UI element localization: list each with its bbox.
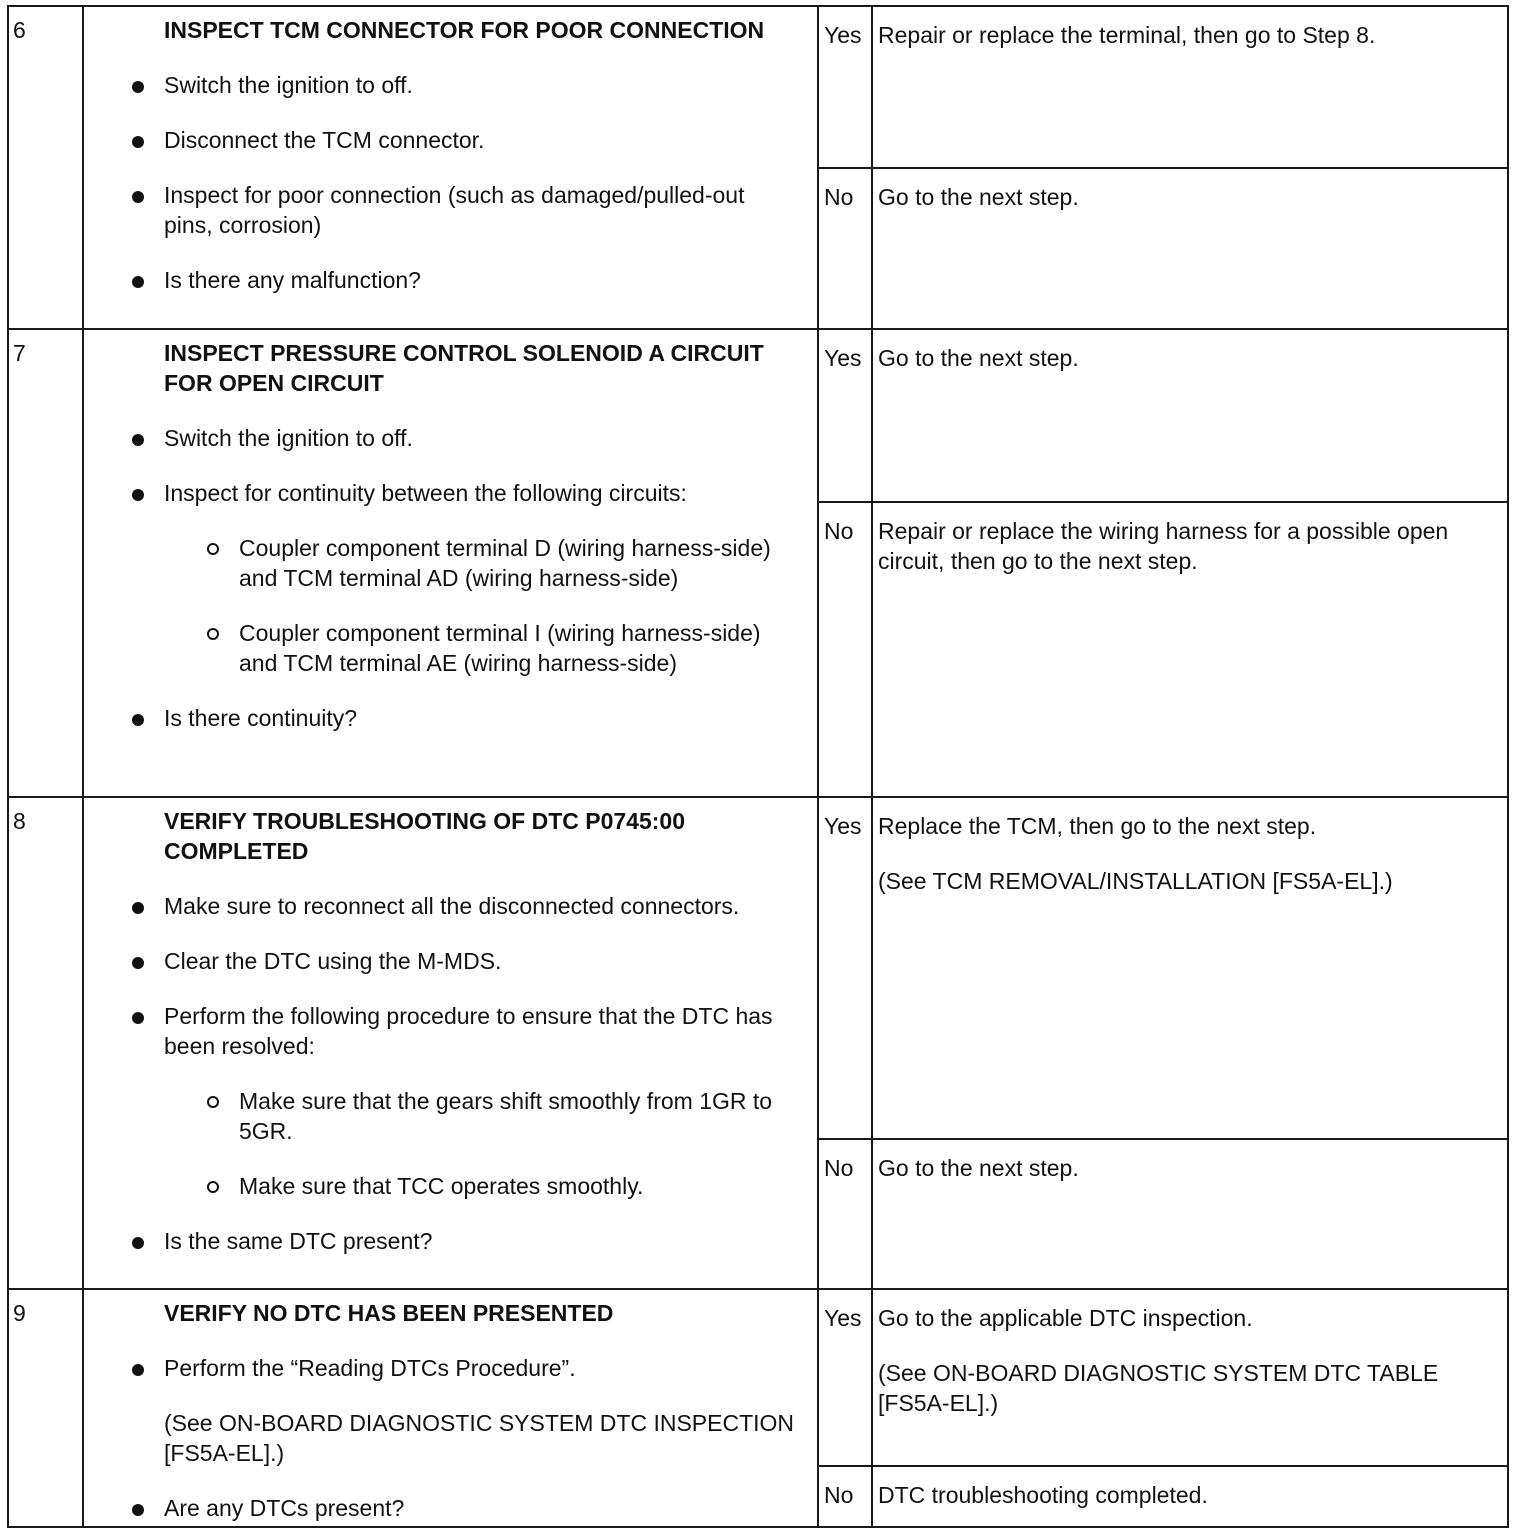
step-bullet: Make sure to reconnect all the disconnected connectors. bbox=[164, 891, 797, 921]
step-bullet: Perform the following procedure to ensure that the DTC has been resolved: bbox=[164, 1001, 797, 1061]
step-number: 6 bbox=[8, 6, 83, 329]
yes-action bbox=[872, 6, 1508, 168]
step-question: Is there any malfunction? bbox=[164, 265, 797, 295]
step-title: VERIFY NO DTC HAS BEEN PRESENTED bbox=[164, 1300, 614, 1326]
step-question: Is the same DTC present? bbox=[164, 1226, 797, 1256]
step-question: Are any DTCs present? bbox=[164, 1493, 797, 1523]
step-content bbox=[83, 329, 818, 797]
step-bullet: Switch the ignition to off. bbox=[164, 70, 797, 100]
step-reference-note: (See ON-BOARD DIAGNOSTIC SYSTEM DTC INSPECTION [FS5A-EL].) bbox=[164, 1410, 795, 1466]
step-sub-bullet: Make sure that TCC operates smoothly. bbox=[239, 1171, 797, 1201]
step-number: 7 bbox=[8, 329, 83, 797]
step-number: 8 bbox=[8, 797, 83, 1289]
no-label: No bbox=[818, 1466, 872, 1527]
yes-label: Yes bbox=[818, 1289, 872, 1466]
no-action bbox=[872, 1139, 1508, 1289]
step-bullet: Perform the “Reading DTCs Procedure”. bbox=[164, 1353, 797, 1383]
step-sub-bullet: Coupler component terminal I (wiring harness-side) and TCM terminal AE (wiring harness-side) bbox=[239, 618, 797, 678]
step-sub-bullet: Make sure that the gears shift smoothly from 1GR to 5GR. bbox=[239, 1086, 797, 1146]
step-content bbox=[83, 6, 818, 329]
yes-label: Yes bbox=[818, 797, 872, 1139]
no-label: No bbox=[818, 502, 872, 797]
no-label: No bbox=[818, 1139, 872, 1289]
yes-reference-note: (See TCM REMOVAL/INSTALLATION [FS5A-EL].) bbox=[878, 868, 1393, 894]
no-label: No bbox=[818, 168, 872, 329]
step-row bbox=[8, 797, 1508, 1139]
yes-label: Yes bbox=[818, 329, 872, 502]
yes-action bbox=[872, 797, 1508, 1139]
yes-action-text: Go to the next step. bbox=[878, 345, 1079, 371]
no-action-text: DTC troubleshooting completed. bbox=[878, 1482, 1208, 1508]
no-action-text: Go to the next step. bbox=[878, 1155, 1079, 1181]
yes-label: Yes bbox=[818, 6, 872, 168]
no-action-text: Repair or replace the wiring harness for a possible open circuit, then go to the next step. bbox=[878, 518, 1449, 574]
step-row bbox=[8, 329, 1508, 502]
step-title: INSPECT TCM CONNECTOR FOR POOR CONNECTION bbox=[164, 17, 765, 43]
step-content bbox=[83, 1289, 818, 1527]
yes-action bbox=[872, 329, 1508, 502]
yes-action-text: Replace the TCM, then go to the next step. bbox=[878, 813, 1317, 839]
step-number: 9 bbox=[8, 1289, 83, 1527]
yes-action-text: Go to the applicable DTC inspection. bbox=[878, 1305, 1253, 1331]
no-action bbox=[872, 168, 1508, 329]
step-title: INSPECT PRESSURE CONTROL SOLENOID A CIRCUIT FOR OPEN CIRCUIT bbox=[164, 340, 764, 396]
troubleshooting-table bbox=[7, 5, 1509, 1528]
step-title: VERIFY TROUBLESHOOTING OF DTC P0745:00 COMPLETED bbox=[164, 808, 686, 864]
no-action bbox=[872, 1466, 1508, 1527]
yes-action-text: Repair or replace the terminal, then go to Step 8. bbox=[878, 22, 1376, 48]
step-bullet: Disconnect the TCM connector. bbox=[164, 125, 797, 155]
yes-reference-note: (See ON-BOARD DIAGNOSTIC SYSTEM DTC TABLE [FS5A-EL].) bbox=[878, 1360, 1439, 1416]
step-sub-bullet: Coupler component terminal D (wiring harness-side) and TCM terminal AD (wiring harness-side) bbox=[239, 533, 797, 593]
step-bullet: Switch the ignition to off. bbox=[164, 423, 797, 453]
step-bullet: Inspect for continuity between the following circuits: bbox=[164, 478, 797, 508]
yes-action bbox=[872, 1289, 1508, 1466]
no-action-text: Go to the next step. bbox=[878, 184, 1079, 210]
step-bullet: Clear the DTC using the M-MDS. bbox=[164, 946, 797, 976]
step-row bbox=[8, 6, 1508, 168]
step-question: Is there continuity? bbox=[164, 703, 797, 733]
step-content bbox=[83, 797, 818, 1289]
no-action bbox=[872, 502, 1508, 797]
step-bullet: Inspect for poor connection (such as damaged/pulled-out pins, corrosion) bbox=[164, 180, 797, 240]
step-row bbox=[8, 1289, 1508, 1466]
